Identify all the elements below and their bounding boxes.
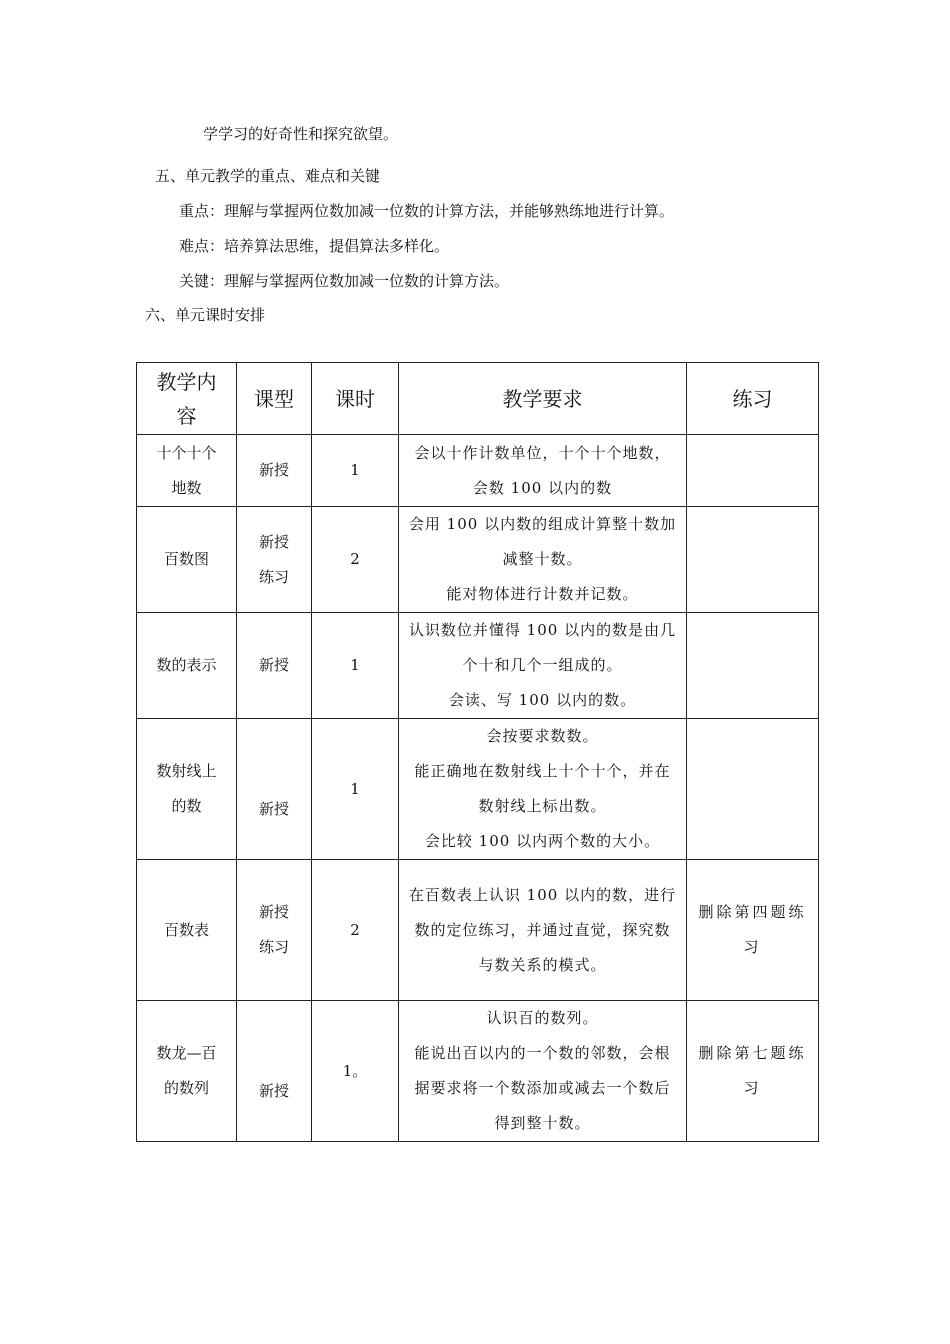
header-requirements: 教学要求 [399, 363, 687, 435]
cell-requirements: 在百数表上认识 100 以内的数，进行 数的定位练习，并通过直觉，探究数 与数关系的模式。 [399, 860, 687, 1001]
cell-content: 数的表示 [137, 613, 237, 719]
cell-hours: 2 [312, 860, 399, 1001]
cell-type: 新授 [237, 435, 312, 507]
cell-content: 百数表 [137, 860, 237, 1001]
section6-heading: 六、单元课时安排 [145, 306, 266, 324]
table-row [137, 435, 819, 507]
table-row [137, 507, 819, 613]
table-row [137, 719, 819, 860]
cell-hours: 2 [312, 507, 399, 613]
header-exercise: 练习 [687, 363, 819, 435]
header-content: 教学内 容 [137, 363, 237, 435]
cell-requirements: 认识百的数列。 能说出百以内的一个数的邻数，会根 据要求将一个数添加或减去一个数后 得到整十数。 [399, 1001, 687, 1142]
cell-content: 数射线上 的数 [137, 719, 237, 860]
table-header-row [137, 363, 819, 435]
cell-type: 新授 练习 [237, 860, 312, 1001]
cell-requirements: 认识数位并懂得 100 以内的数是由几 个十和几个一组成的。 会读、写 100 以内的数。 [399, 613, 687, 719]
intro-line: 学学习的好奇性和探究欲望。 [203, 125, 399, 143]
cell-hours: 1 [312, 719, 399, 860]
table-row [137, 860, 819, 1001]
cell-content: 十个十个 地数 [137, 435, 237, 507]
cell-type: 新授 [237, 613, 312, 719]
cell-exercise [687, 507, 819, 613]
cell-exercise [687, 613, 819, 719]
cell-requirements: 会用 100 以内数的组成计算整十数加 减整十数。 能对物体进行计数并记数。 [399, 507, 687, 613]
header-hours: 课时 [312, 363, 399, 435]
key: 关键：理解与掌握两位数加减一位数的计算方法。 [179, 272, 510, 290]
key-point: 重点：理解与掌握两位数加减一位数的计算方法，并能够熟练地进行计算。 [179, 202, 675, 220]
cell-type: 新授 [237, 1001, 312, 1142]
cell-type: 新授 [237, 719, 312, 860]
cell-exercise [687, 435, 819, 507]
cell-requirements: 会以十作计数单位，十个十个地数， 会数 100 以内的数 [399, 435, 687, 507]
cell-content: 数龙—百 的数列 [137, 1001, 237, 1142]
section5-heading: 五、单元教学的重点、难点和关键 [155, 167, 381, 185]
table-row [137, 613, 819, 719]
cell-exercise: 删除第七题练 习 [687, 1001, 819, 1142]
cell-exercise [687, 719, 819, 860]
cell-hours: 1 [312, 435, 399, 507]
table-row [137, 1001, 819, 1142]
cell-content: 百数图 [137, 507, 237, 613]
cell-exercise: 删除第四题练 习 [687, 860, 819, 1001]
cell-type: 新授 练习 [237, 507, 312, 613]
difficulty: 难点：培养算法思维，提倡算法多样化。 [179, 237, 450, 255]
cell-hours: 1。 [312, 1001, 399, 1142]
header-type: 课型 [237, 363, 312, 435]
lesson-plan-table [136, 362, 819, 1142]
cell-requirements: 会按要求数数。 能正确地在数射线上十个十个，并在 数射线上标出数。 会比较 100 以内两个数的大小。 [399, 719, 687, 860]
cell-hours: 1 [312, 613, 399, 719]
